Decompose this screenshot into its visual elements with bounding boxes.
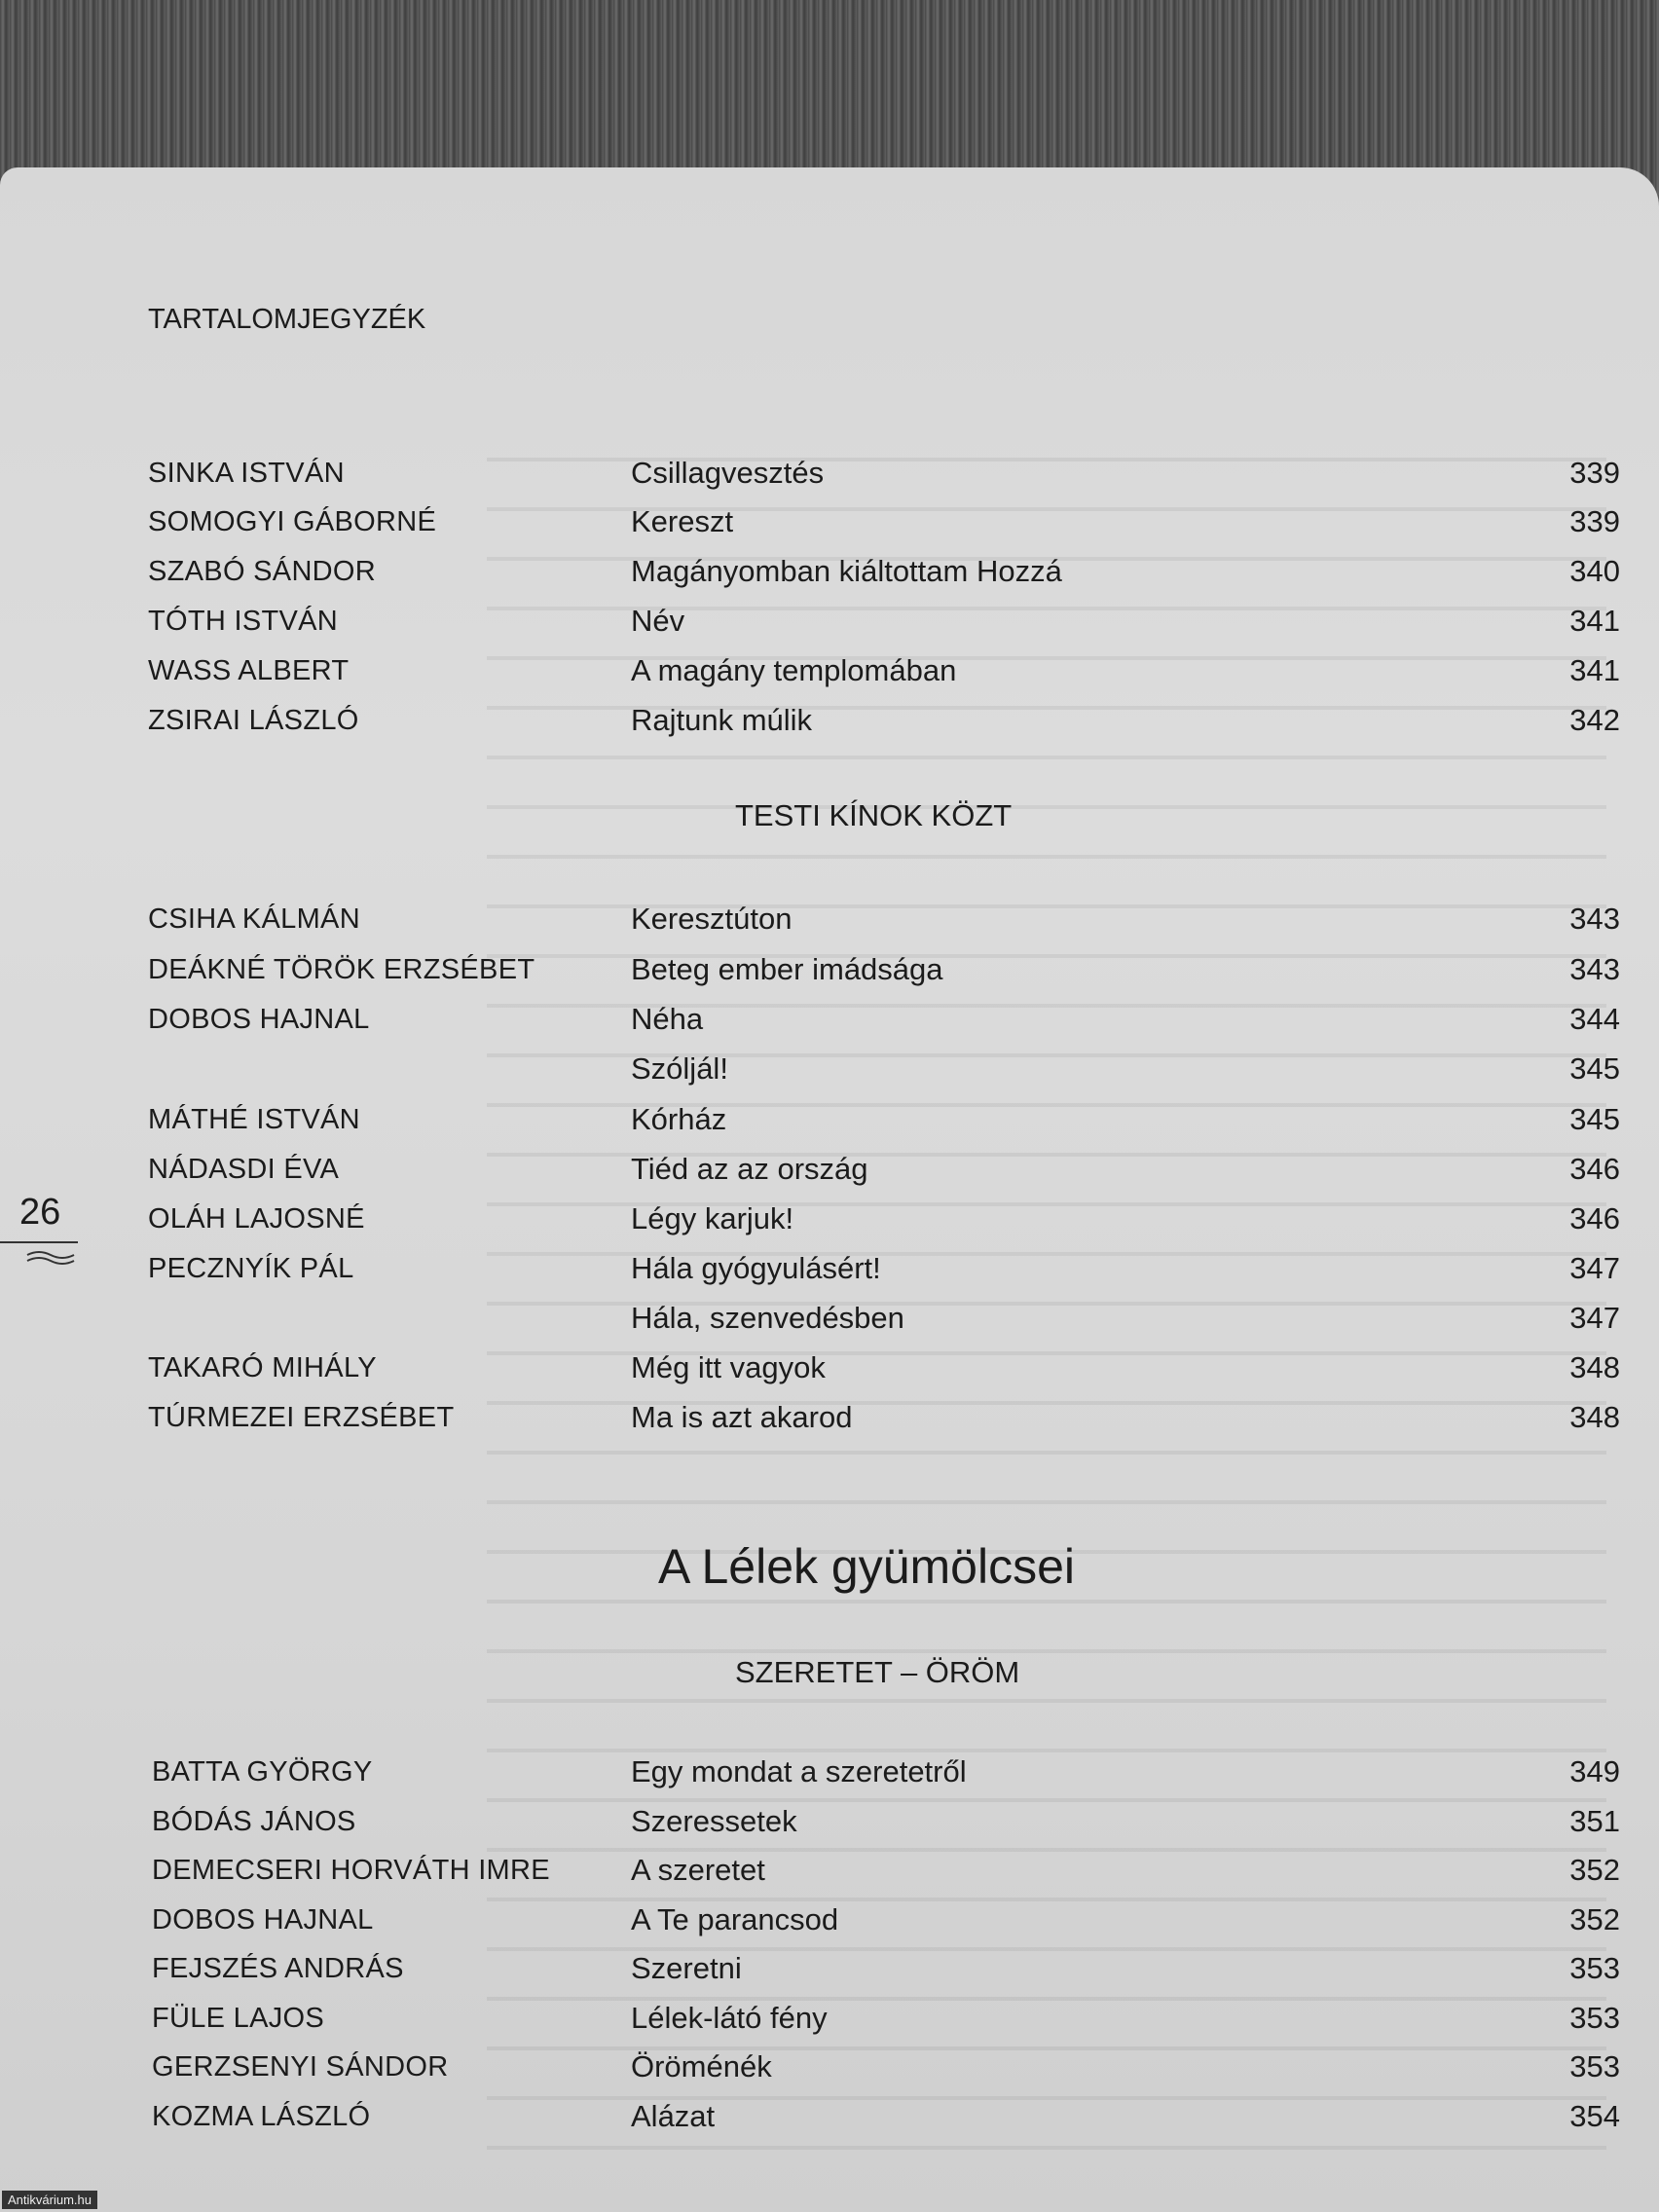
section-heading: SZERETET – ÖRÖM	[735, 1655, 1020, 1689]
toc-title: Név	[631, 604, 685, 638]
toc-title: Hála, szenvedésben	[631, 1301, 904, 1335]
toc-author: DOBOS HAJNAL	[148, 1004, 370, 1035]
toc-author: MÁTHÉ ISTVÁN	[148, 1104, 360, 1135]
toc-page-number: 339	[1569, 456, 1620, 490]
toc-title: Egy mondat a szeretetről	[631, 1754, 967, 1788]
toc-row	[0, 1752, 1659, 1791]
toc-title: Szeretni	[631, 1951, 742, 1985]
toc-title: Csillagvesztés	[631, 456, 825, 490]
toc-row	[0, 602, 1659, 641]
toc-title: Beteg ember imádsága	[631, 952, 943, 986]
toc-page-number: 352	[1569, 1902, 1620, 1936]
toc-row	[0, 1000, 1659, 1039]
toc-row	[0, 1900, 1659, 1939]
toc-row	[0, 454, 1659, 493]
toc-author: PECZNYÍK PÁL	[148, 1253, 354, 1284]
toc-title: A magány templomában	[631, 653, 957, 687]
toc-page-number: 346	[1569, 1152, 1620, 1186]
toc-title: Légy karjuk!	[631, 1201, 794, 1235]
toc-author: SINKA ISTVÁN	[148, 458, 345, 489]
toc-row	[0, 2097, 1659, 2136]
toc-page-number: 343	[1569, 952, 1620, 986]
toc-title: Keresztúton	[631, 902, 793, 936]
toc-title: Szeressetek	[631, 1804, 797, 1838]
toc-title: Még itt vagyok	[631, 1350, 826, 1384]
toc-author: FEJSZÉS ANDRÁS	[152, 1953, 404, 1984]
toc-author: TAKARÓ MIHÁLY	[148, 1352, 377, 1383]
toc-page-number: 353	[1569, 1951, 1620, 1985]
toc-author: TÚRMEZEI ERZSÉBET	[148, 1402, 455, 1433]
toc-row	[0, 651, 1659, 690]
watermark: Antikvárium.hu	[2, 2191, 97, 2209]
toc-row	[0, 1999, 1659, 2038]
chapter-heading: A Lélek gyümölcsei	[658, 1539, 1076, 1594]
toc-author: TÓTH ISTVÁN	[148, 606, 339, 637]
toc-author: GERZSENYI SÁNDOR	[152, 2051, 449, 2083]
toc-title: Néha	[631, 1002, 704, 1036]
toc-page-number: 348	[1569, 1350, 1620, 1384]
toc-row	[0, 1199, 1659, 1238]
toc-title: Szóljál!	[631, 1051, 728, 1086]
toc-page-number: 347	[1569, 1251, 1620, 1285]
folio-divider	[0, 1241, 78, 1243]
toc-page-number: 339	[1569, 504, 1620, 538]
toc-row	[0, 1949, 1659, 1988]
toc-row	[0, 552, 1659, 591]
toc-author: WASS ALBERT	[148, 655, 350, 686]
toc-page-number: 353	[1569, 2049, 1620, 2083]
toc-author: BÓDÁS JÁNOS	[152, 1806, 356, 1837]
toc-author: FÜLE LAJOS	[152, 2003, 325, 2034]
toc-row	[0, 2047, 1659, 2086]
toc-author: SOMOGYI GÁBORNÉ	[148, 506, 437, 537]
toc-title: Hála gyógyulásért!	[631, 1251, 881, 1285]
page-number: 26	[19, 1192, 61, 1233]
toc-author: DEÁKNÉ TÖRÖK ERZSÉBET	[148, 954, 535, 985]
toc-author: BATTA GYÖRGY	[152, 1756, 373, 1788]
toc-page-number: 353	[1569, 2001, 1620, 2035]
toc-page-number: 344	[1569, 1002, 1620, 1036]
toc-author: SZABÓ SÁNDOR	[148, 556, 377, 587]
toc-page-number: 343	[1569, 902, 1620, 936]
toc-row	[0, 1299, 1659, 1338]
toc-author: KOZMA LÁSZLÓ	[152, 2101, 371, 2132]
toc-author: CSIHA KÁLMÁN	[148, 903, 360, 935]
toc-page-number: 351	[1569, 1804, 1620, 1838]
toc-row	[0, 900, 1659, 939]
toc-page-number: 347	[1569, 1301, 1620, 1335]
toc-row	[0, 1348, 1659, 1387]
toc-row	[0, 1851, 1659, 1890]
toc-row	[0, 1802, 1659, 1841]
toc-page-number: 354	[1569, 2099, 1620, 2133]
toc-row	[0, 1249, 1659, 1288]
toc-title: A Te parancsod	[631, 1902, 839, 1936]
toc-page-number: 349	[1569, 1754, 1620, 1788]
toc-row	[0, 1398, 1659, 1437]
toc-title: Ma is azt akarod	[631, 1400, 853, 1434]
toc-title: Magányomban kiáltottam Hozzá	[631, 554, 1062, 588]
toc-author: DOBOS HAJNAL	[152, 1904, 374, 1936]
toc-title: Lélek-látó fény	[631, 2001, 828, 2035]
toc-page-number: 341	[1569, 653, 1620, 687]
toc-page-number: 341	[1569, 604, 1620, 638]
toc-row	[0, 1100, 1659, 1139]
toc-page-number: 340	[1569, 554, 1620, 588]
toc-page-number: 352	[1569, 1853, 1620, 1887]
toc-row	[0, 1150, 1659, 1189]
toc-title: Alázat	[631, 2099, 716, 2133]
toc-page-number: 345	[1569, 1102, 1620, 1136]
toc-title: Rajtunk múlik	[631, 703, 813, 737]
toc-page-number: 346	[1569, 1201, 1620, 1235]
toc-author: OLÁH LAJOSNÉ	[148, 1203, 365, 1235]
toc-author: ZSIRAI LÁSZLÓ	[148, 705, 359, 736]
toc-title: Tiéd az az ország	[631, 1152, 868, 1186]
toc-row	[0, 502, 1659, 541]
toc-row	[0, 1050, 1659, 1088]
toc-title: A szeretet	[631, 1853, 765, 1887]
toc-row	[0, 950, 1659, 989]
toc-page-number: 348	[1569, 1400, 1620, 1434]
toc-author: DEMECSERI HORVÁTH IMRE	[152, 1855, 550, 1886]
toc-title: Kereszt	[631, 504, 734, 538]
toc-title: Kórház	[631, 1102, 727, 1136]
toc-title: Öröménék	[631, 2049, 772, 2083]
background-surface	[0, 0, 1659, 195]
toc-page-number: 342	[1569, 703, 1620, 737]
toc-row	[0, 701, 1659, 740]
toc-page-number: 345	[1569, 1051, 1620, 1086]
page-header: TARTALOMJEGYZÉK	[148, 304, 426, 335]
section-heading: TESTI KÍNOK KÖZT	[735, 798, 1013, 832]
toc-author: NÁDASDI ÉVA	[148, 1154, 340, 1185]
